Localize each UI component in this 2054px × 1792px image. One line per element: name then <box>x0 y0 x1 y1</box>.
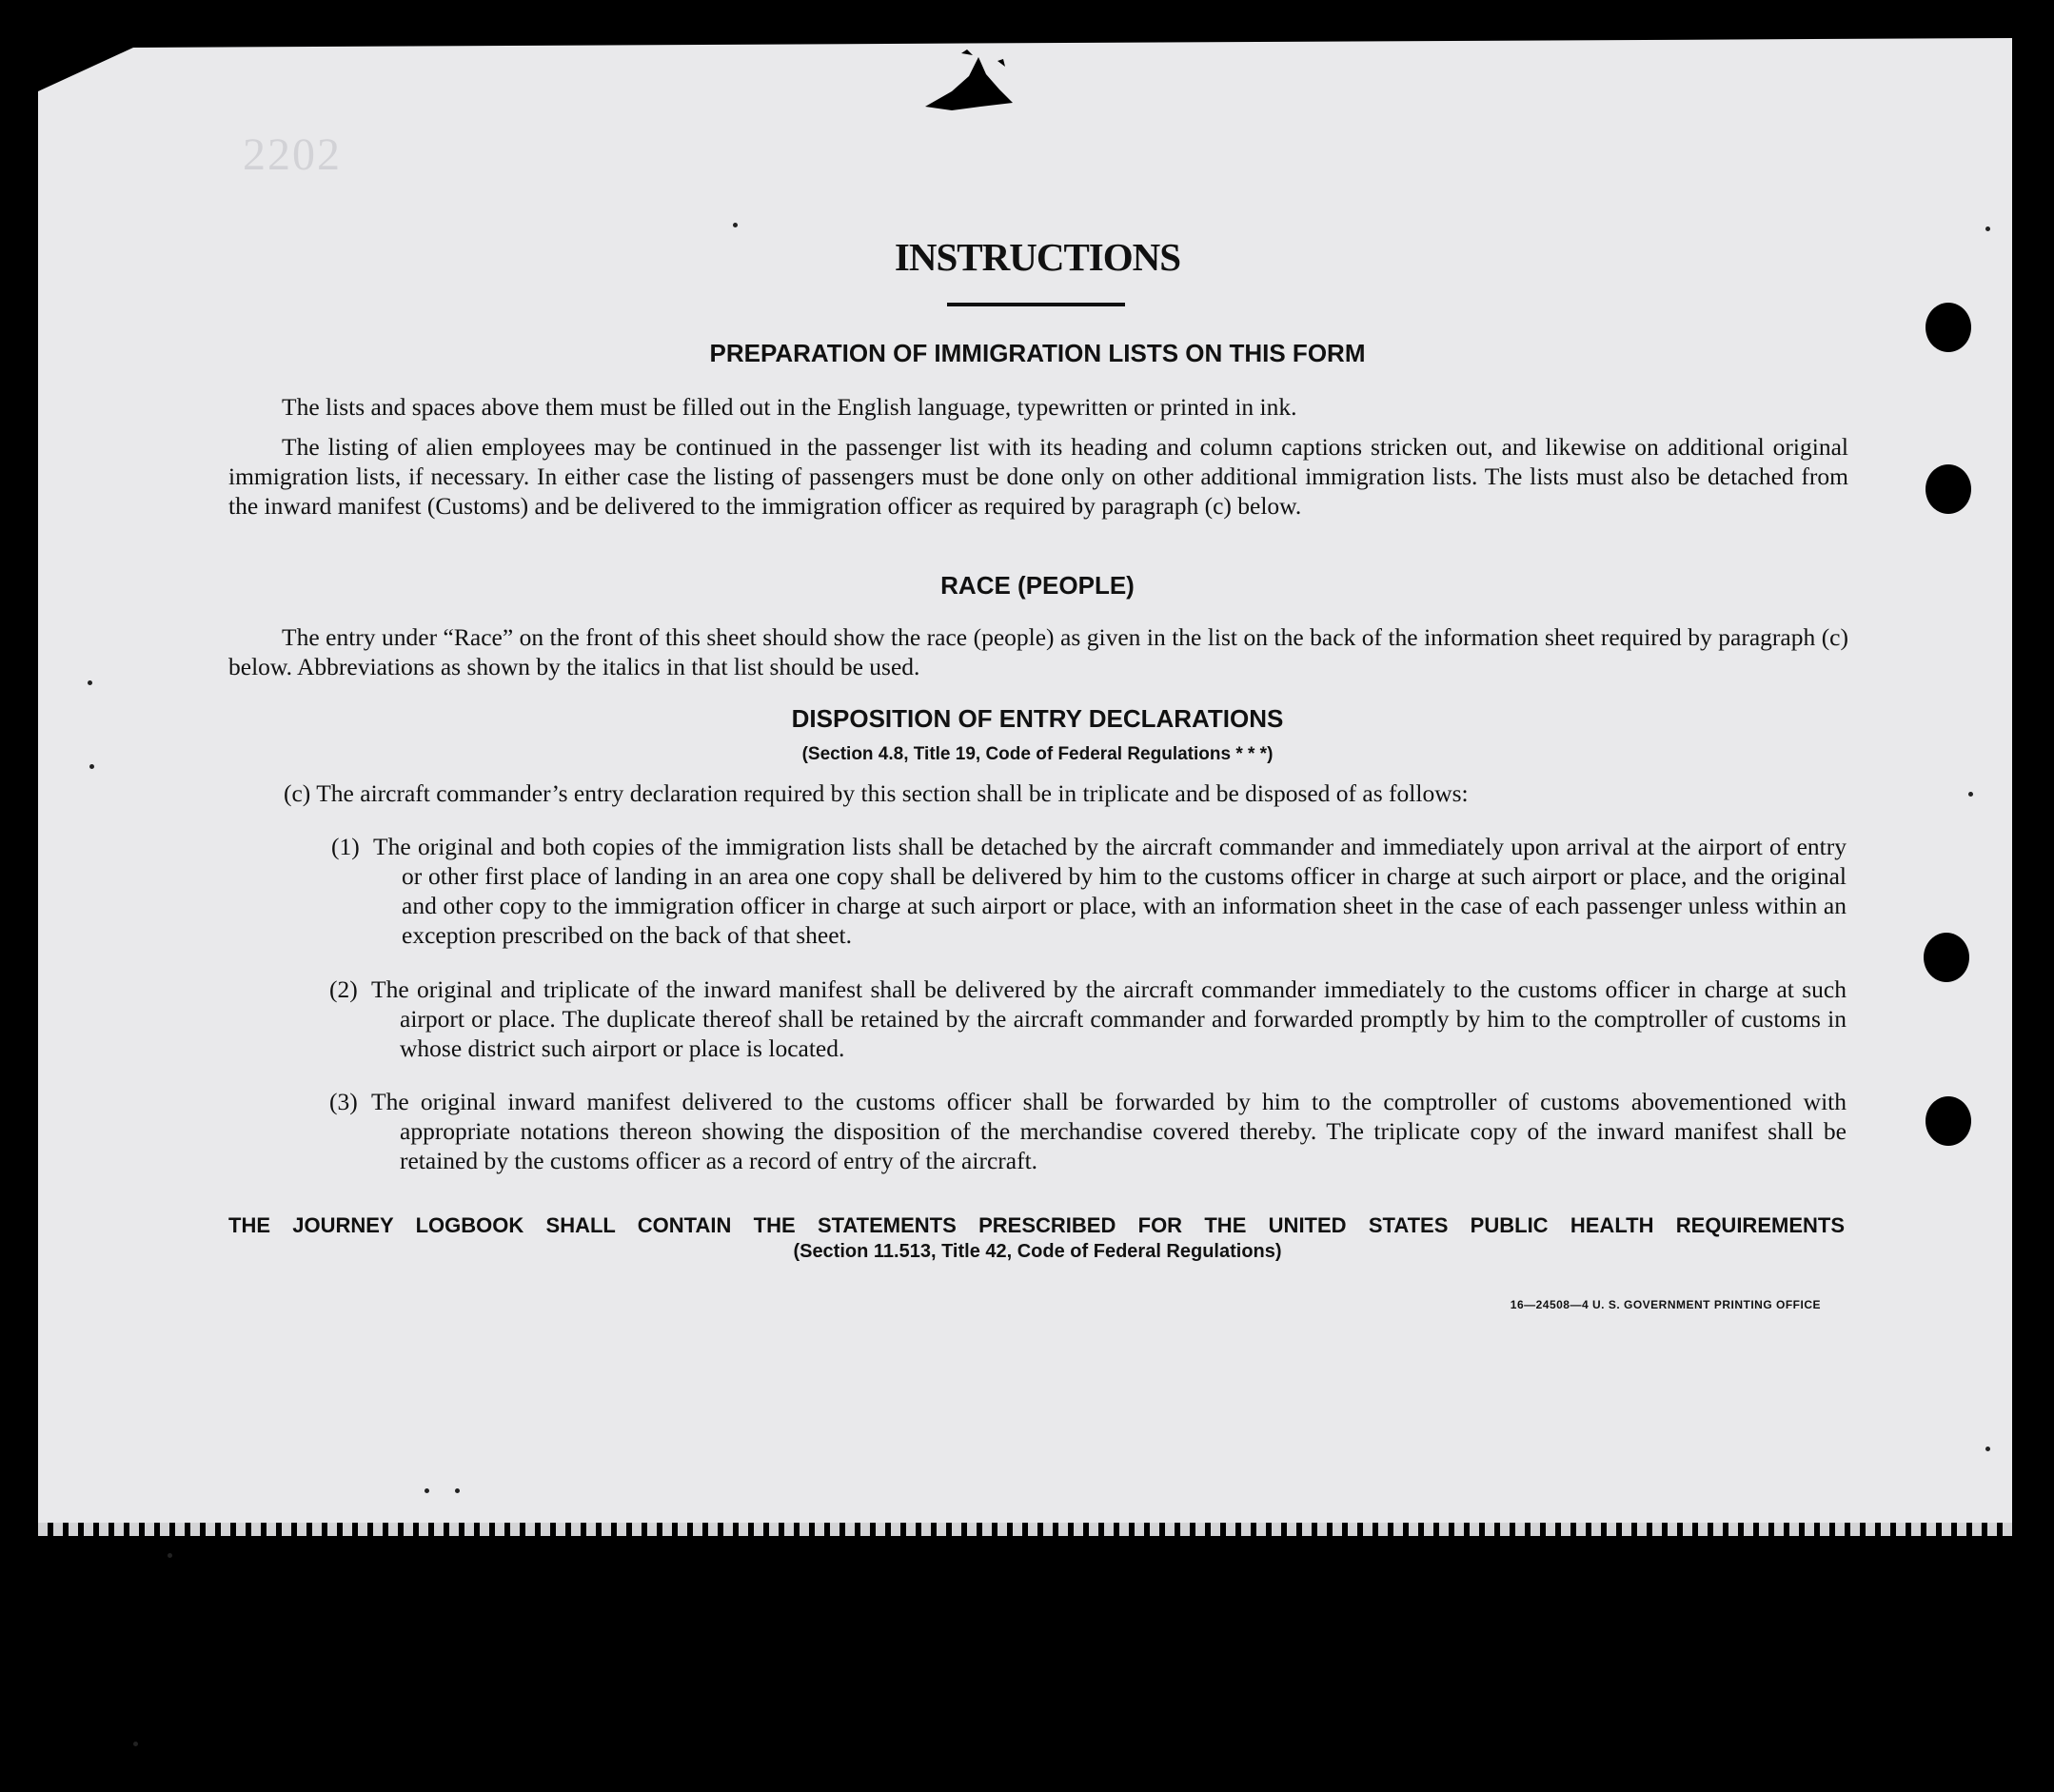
printer-imprint: 16—24508—4 U. S. GOVERNMENT PRINTING OFFICE <box>1510 1298 1821 1311</box>
list-item <box>329 1087 1847 1175</box>
item-text: The original and both copies of the immigration lists shall be detached by the aircraft commander and immediately upon arrival at the airport of entry or other first place of landing in an area one copy shall be delivered by him to the customs officer in charge at such airport or place, and the original and other copy to the immigration officer in charge at such airport or place, with an information sheet in the case of each passenger unless within an exception prescribed on the back of that sheet. <box>373 833 1847 949</box>
paragraph-c-text: The aircraft commander’s entry declaration required by this section shall be in triplicate and be disposed of as follows: <box>316 779 1469 807</box>
logbook-citation: (Section 11.513, Title 42, Code of Federal Regulations) <box>793 1241 1282 1262</box>
paragraph-race: The entry under “Race” on the front of this sheet should show the race (people) as given in the list on the back of the information sheet required by paragraph (c) below. Abbreviations as shown by the italics in that list should be used. <box>228 623 1848 680</box>
item-number: (1) <box>331 833 360 860</box>
section-citation: (Section 4.8, Title 19, Code of Federal Regulations * * *) <box>801 744 1274 764</box>
item-number: (3) <box>329 1088 358 1115</box>
paragraph-label: (c) <box>284 779 311 807</box>
section-title-disposition: DISPOSITION OF ENTRY DECLARATIONS <box>791 704 1284 733</box>
bleed-through-number: 2202 <box>243 129 342 180</box>
paragraph-language: The lists and spaces above them must be filled out in the English language, typewritten or printed in ink. <box>282 393 1297 421</box>
item-text: The original and triplicate of the inward manifest shall be delivered by the aircraft commander immediately to the customs officer in charge at such airport or place. The duplicate thereof shall be retained by the aircraft commander and forwarded promptly by him to the comptroller of customs in whose district such airport or place is located. <box>371 975 1847 1062</box>
page-title: INSTRUCTIONS <box>894 235 1181 279</box>
section-title-preparation: PREPARATION OF IMMIGRATION LISTS ON THIS FORM <box>709 339 1366 367</box>
list-item <box>331 832 1847 950</box>
title-rule <box>947 303 1125 306</box>
logbook-statement: THE JOURNEY LOGBOOK SHALL CONTAIN THE STATEMENTS PRESCRIBED FOR THE UNITED STATES PUBLIC HEALTH REQUIREMENTS <box>228 1213 1845 1237</box>
item-text: The original inward manifest delivered to the customs officer shall be forwarded by him to the comptroller of customs abovementioned with appropriate notations thereon showing the disposition of the merchandise covered thereby. The triplicate copy of the inward manifest shall be retained by the customs officer as a record of entry of the aircraft. <box>371 1088 1847 1174</box>
section-title-race: RACE (PEOPLE) <box>940 571 1135 600</box>
list-item <box>329 975 1847 1063</box>
paragraph-c <box>284 778 1845 808</box>
item-number: (2) <box>329 975 358 1003</box>
paragraph-alien-employees: The listing of alien employees may be continued in the passenger list with its heading and column captions stricken out, and likewise on additional original immigration lists, if necessary. In either case the listing of passengers must be done only on other additional immigration lists. The lists must also be detached from the inward manifest (Customs) and be delivered to the immigration officer as required by paragraph (c) below. <box>228 433 1848 520</box>
